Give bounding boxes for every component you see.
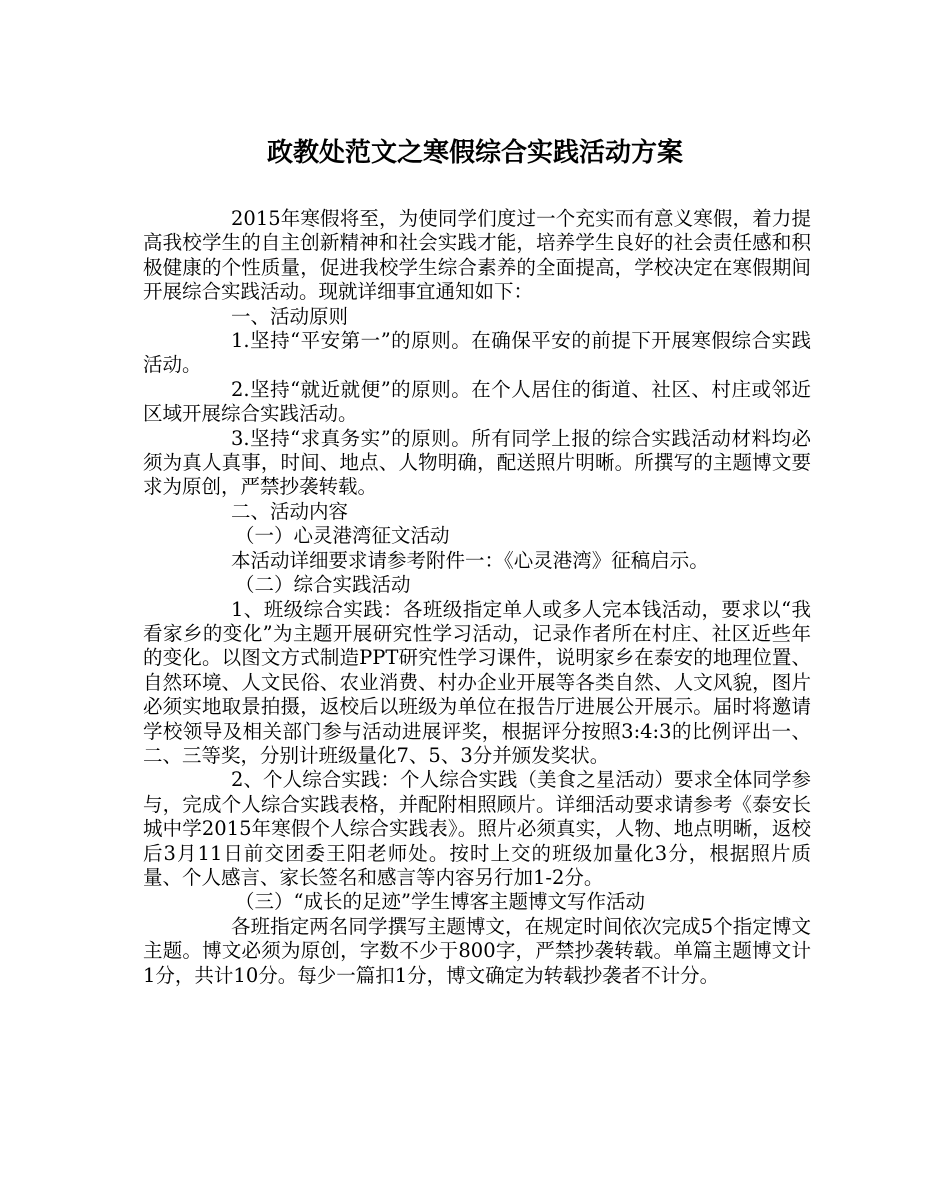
blog-paragraph: 各班指定两名同学撰写主题博文，在规定时间依次完成5个指定博文主题。博文必须为原创，字数不少于800字，严禁抄袭转载。单篇主题博文计1分，共计10分。每少一篇扣1分，博文确定为转载抄袭者不计分。 [143, 914, 811, 987]
personal-practice-paragraph: 2、个人综合实践：个人综合实践（美食之星活动）要求全体同学参与，完成个人综合实践表格，并配附相照顾片。详细活动要求请参考《泰安长城中学2015年寒假个人综合实践表》。照片必须真实，人物、地点明晰，返校后3月11日前交团委王阳老师处。按时上交的班级加量化3分，根据照片质量、个人感言、家长签名和感言等内容另行加1-2分。 [143, 768, 811, 889]
principle-2: 2.坚持“就近就便”的原则。在个人居住的街道、社区、村庄或邻近区域开展综合实践活动。 [143, 377, 811, 426]
document-body [143, 207, 811, 988]
document-title: 政教处范文之寒假综合实践活动方案 [266, 138, 683, 168]
intro-paragraph: 2015年寒假将至，为使同学们度过一个充实而有意义寒假，着力提高我校学生的自主创新精神和社会实践才能，培养学生良好的社会责任感和积极健康的个性质量，促进我校学生综合素养的全面提高，学校决定在寒假期间开展综合实践活动。现就详细事宜通知如下： [143, 207, 811, 304]
section-heading-principles: 一、活动原则 [231, 304, 349, 328]
essay-paragraph: 本活动详细要求请参考附件一：《心灵港湾》征稿启示。 [231, 548, 709, 572]
section-heading-content: 二、活动内容 [231, 499, 349, 523]
subsection-heading-blog: （三）“成长的足迹”学生博客主题博文写作活动 [235, 890, 645, 914]
subsection-heading-practice: （二）综合实践活动 [235, 573, 411, 597]
principle-1: 1.坚持“平安第一”的原则。在确保平安的前提下开展寒假综合实践活动。 [143, 329, 811, 377]
principle-3: 3.坚持“求真务实”的原则。所有同学上报的综合实践活动材料均必须为真人真事，时间、地点、人物明确，配送照片明晰。所撰写的主题博文要求为原创，严禁抄袭转载。 [143, 426, 811, 499]
subsection-heading-essay: （一）心灵港湾征文活动 [235, 524, 450, 548]
class-practice-paragraph: 1、班级综合实践：各班级指定单人或多人完本钱活动，要求以“我看家乡的变化”为主题开展研究性学习活动，记录作者所在村庄、社区近些年的变化。以图文方式制造PPT研究性学习课件，说明家乡在泰安的地理位置、自然环境、人文民俗、农业消费、村办企业开展等各类自然、人文风貌，图片必须实地取景拍摄，返校后以班级为单位在报告厅进展公开展示。届时将邀请学校领导及相关部门参与活动进展评奖，根据评分按照3:4:3的比例评出一、二、三等奖，分别计班级量化7、5、3分并颁发奖状。 [143, 597, 811, 767]
